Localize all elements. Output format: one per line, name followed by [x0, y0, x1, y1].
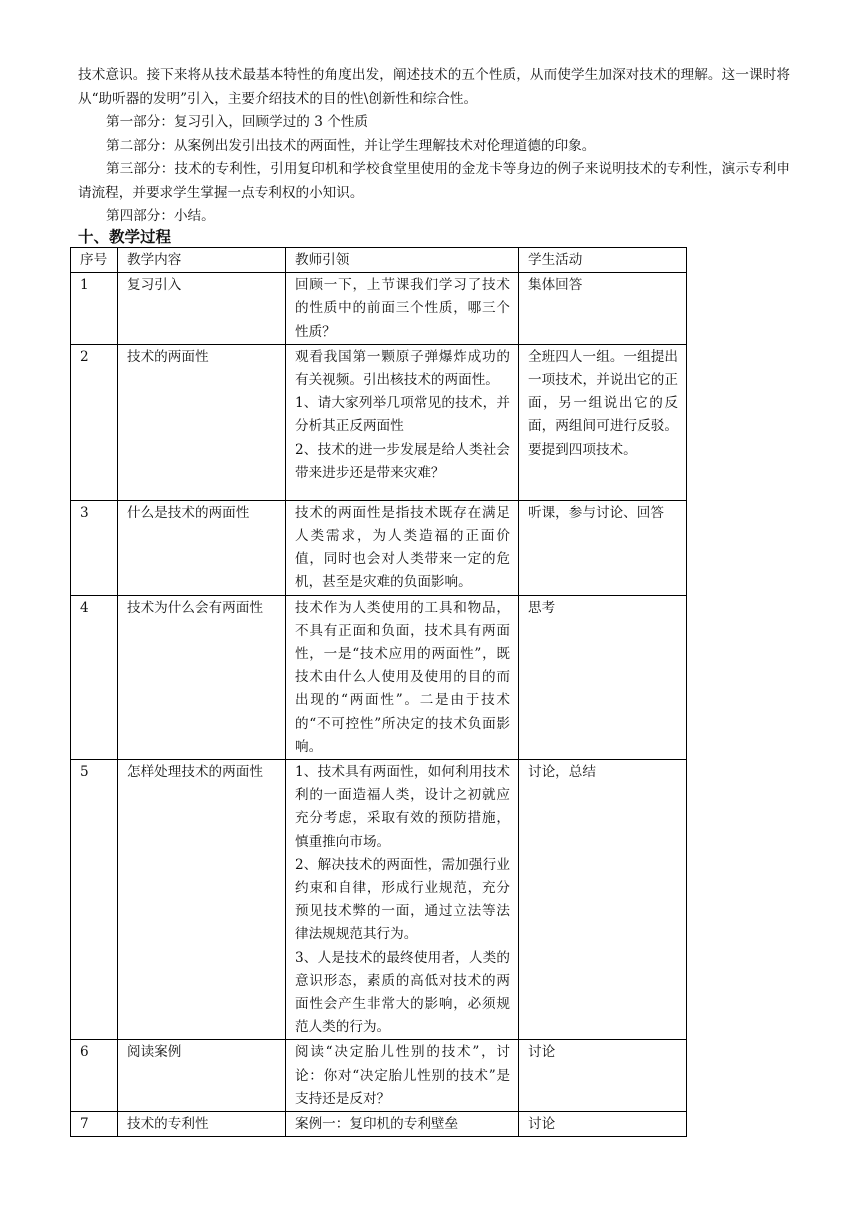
table-row — [71, 595, 687, 759]
student-activity: 听课，参与讨论、回答 — [519, 500, 687, 595]
row-number: 3 — [71, 500, 118, 595]
teaching-process-table — [70, 247, 687, 1137]
table-row — [71, 760, 687, 1040]
guide-line: 2、解决技术的两面性，需加强行业约束和自律，形成行业规范，充分预见技术弊的一面，通过立法等法律法规规范其行为。 — [295, 856, 510, 943]
table-row — [71, 500, 687, 595]
guide-line: 技术的两面性是指技术既存在满足人类需求，为人类造福的正面价值，同时也会对人类带来一定的危机，甚至是灾难的负面影响。 — [295, 504, 510, 591]
teaching-content: 复习引入 — [118, 273, 286, 345]
student-activity: 思考 — [519, 595, 687, 759]
header-content: 教学内容 — [118, 248, 286, 273]
student-activity: 集体回答 — [519, 273, 687, 345]
teacher-guide — [286, 1112, 519, 1137]
header-guide: 教师引领 — [286, 248, 519, 273]
teacher-guide — [286, 344, 519, 500]
guide-line: 2、技术的进一步发展是给人类社会带来进步还是带来灾难？ — [295, 441, 510, 481]
part-four-text: 第四部分：小结。 — [106, 208, 215, 224]
student-activity: 全班四人一组。一组提出一项技术，并说出它的正面，另一组说出它的反面，两组间可进行反驳。要提到四项技术。 — [519, 344, 687, 500]
intro-paragraph: 技术意识。接下来将从技术最基本特性的角度出发，阐述技术的五个性质，从而使学生加深对技术的理解。这一课时将从“助听器的发明”引入，主要介绍技术的目的性\创新性和综合性。 — [78, 67, 790, 107]
table-row — [71, 1040, 687, 1112]
table-row — [71, 344, 687, 500]
guide-line: 阅读“决定胎儿性别的技术”，讨论：你对“决定胎儿性别的技术”是支持还是反对？ — [295, 1044, 510, 1107]
part-one-text: 第一部分：复习引入，回顾学过的 3 个性质 — [106, 114, 368, 130]
guide-line: 3、人是技术的最终使用者，人类的意识形态，素质的高低对技术的两面性会产生非常大的影响，必须规范人类的行为。 — [295, 949, 510, 1036]
teacher-guide — [286, 595, 519, 759]
teacher-guide — [286, 273, 519, 345]
table-row — [71, 1112, 687, 1137]
guide-line: 案例一：复印机的专利壁垒 — [295, 1116, 459, 1133]
header-activity: 学生活动 — [519, 248, 687, 273]
row-number: 1 — [71, 273, 118, 345]
teaching-content: 怎样处理技术的两面性 — [118, 760, 286, 1040]
teaching-content: 技术的专利性 — [118, 1112, 286, 1137]
row-number: 4 — [71, 595, 118, 759]
row-number: 2 — [71, 344, 118, 500]
row-number: 6 — [71, 1040, 118, 1112]
teaching-content: 技术的两面性 — [118, 344, 286, 500]
teaching-content: 阅读案例 — [118, 1040, 286, 1112]
table-row — [71, 273, 687, 345]
table-header-row — [71, 248, 687, 273]
teacher-guide — [286, 500, 519, 595]
part-three-text: 第三部分：技术的专利性，引用复印机和学校食堂里使用的金龙卡等身边的例子来说明技术的专利性，演示专利申请流程，并要求学生掌握一点专利权的小知识。 — [78, 161, 790, 201]
teaching-content: 技术为什么会有两面性 — [118, 595, 286, 759]
guide-line: 回顾一下，上节课我们学习了技术的性质中的前面三个性质，哪三个性质？ — [295, 277, 510, 340]
student-activity: 讨论 — [519, 1112, 687, 1137]
guide-line: 1、请大家列举几项常见的技术，并分析其正反两面性 — [295, 395, 510, 435]
teacher-guide — [286, 760, 519, 1040]
part-two-text: 第二部分：从案例出发引出技术的两面性，并让学生理解技术对伦理道德的印象。 — [106, 137, 596, 154]
teacher-guide — [286, 1040, 519, 1112]
row-number: 7 — [71, 1112, 118, 1137]
guide-line: 1、技术具有两面性，如何利用技术利的一面造福人类，设计之初就应充分考虑，采取有效的预防措施，慎重推向市场。 — [295, 764, 510, 850]
section-heading: 十、教学过程 — [78, 228, 172, 246]
guide-line: 技术作为人类使用的工具和物品，不具有正面和负面，技术具有两面性，一是“技术应用的两面性”，既技术由什么人使用及使用的目的而出现的“两面性”。二是由于技术的“不可控性”所决定的技术负面影响。 — [295, 599, 510, 755]
intro-text — [78, 64, 790, 229]
guide-line: 观看我国第一颗原子弹爆炸成功的有关视频。引出核技术的两面性。 — [295, 348, 510, 389]
teaching-content: 什么是技术的两面性 — [118, 500, 286, 595]
student-activity: 讨论 — [519, 1040, 687, 1112]
row-number: 5 — [71, 760, 118, 1040]
student-activity: 讨论，总结 — [519, 760, 687, 1040]
header-no: 序号 — [71, 248, 118, 273]
